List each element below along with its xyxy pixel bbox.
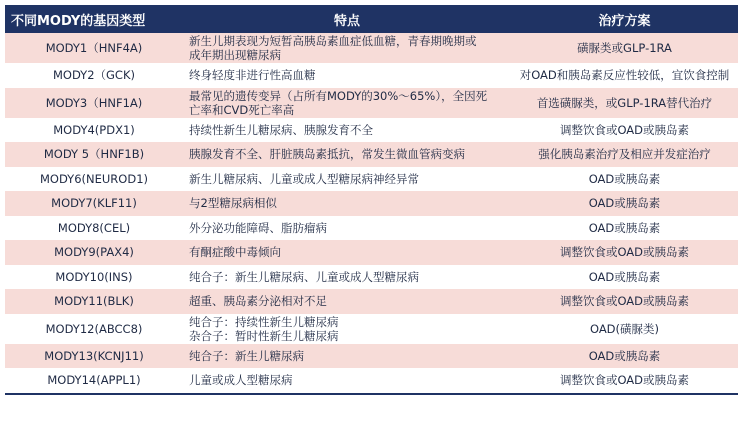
table-row: [5, 368, 738, 393]
feature-line: 纯合子：持续性新生儿糖尿病: [189, 314, 339, 329]
features-cell: [183, 265, 511, 290]
table-row: [5, 88, 738, 118]
feature-line: 最常见的遗传变异（占所有MODY的30%～65%），全因死: [189, 88, 488, 103]
gene-type-cell: MODY7(KLF11): [5, 191, 183, 216]
treatment-cell: 调整饮食或OAD或胰岛素: [511, 368, 738, 393]
table-row: [5, 63, 738, 88]
features-cell: [183, 314, 511, 344]
feature-line: 杂合子：暂时性新生儿糖尿病: [189, 328, 339, 343]
table-row: [5, 344, 738, 369]
feature-line: 纯合子：新生儿糖尿病、儿童或成人型糖尿病: [189, 269, 419, 284]
gene-type-cell: MODY2（GCK): [5, 63, 183, 88]
treatment-cell: 磺脲类或GLP-1RA: [511, 33, 738, 63]
features-cell: [183, 289, 511, 314]
features-cell: [183, 118, 511, 143]
features-cell: [183, 344, 511, 369]
treatment-cell: 强化胰岛素治疗及相应并发症治疗: [511, 142, 738, 167]
gene-type-cell: MODY3（HNF1A): [5, 88, 183, 118]
table-body: [5, 33, 738, 393]
gene-type-cell: MODY8(CEL): [5, 216, 183, 241]
gene-type-cell: MODY13(KCNJ11): [5, 344, 183, 369]
table-row: [5, 33, 738, 63]
table-row: [5, 265, 738, 290]
treatment-cell: OAD或胰岛素: [511, 167, 738, 192]
treatment-cell: 调整饮食或OAD或胰岛素: [511, 118, 738, 143]
header-features: 特点: [183, 5, 511, 33]
treatment-cell: OAD或胰岛素: [511, 191, 738, 216]
gene-type-cell: MODY12(ABCC8): [5, 314, 183, 344]
gene-type-cell: MODY4(PDX1): [5, 118, 183, 143]
table-row: [5, 289, 738, 314]
gene-type-cell: MODY 5（HNF1B): [5, 142, 183, 167]
table-row: [5, 216, 738, 241]
feature-line: 持续性新生儿糖尿病、胰腺发育不全: [189, 122, 373, 137]
feature-line: 新生儿期表现为短暂高胰岛素血症低血糖，青春期晚期或: [189, 34, 477, 48]
treatment-cell: OAD或胰岛素: [511, 216, 738, 241]
gene-type-cell: MODY14(APPL1): [5, 368, 183, 393]
table-row: [5, 191, 738, 216]
gene-type-cell: MODY9(PAX4): [5, 240, 183, 265]
feature-line: 终身轻度非进行性高血糖: [189, 68, 316, 83]
table-row: [5, 314, 738, 344]
features-cell: [183, 33, 511, 63]
treatment-cell: 调整饮食或OAD或胰岛素: [511, 240, 738, 265]
feature-line: 纯合子：新生儿糖尿病: [189, 348, 304, 363]
features-cell: [183, 88, 511, 118]
treatment-cell: 对OAD和胰岛素反应性较低，宜饮食控制: [511, 63, 738, 88]
feature-line: 有酮症酸中毒倾向: [189, 245, 281, 260]
mody-gene-table: [5, 5, 738, 393]
table-row: [5, 240, 738, 265]
gene-type-cell: MODY10(INS): [5, 265, 183, 290]
features-cell: [183, 240, 511, 265]
feature-line: 超重、胰岛素分泌相对不足: [189, 294, 327, 309]
feature-line: 亡率和CVD死亡率高: [189, 102, 295, 117]
table-row: [5, 118, 738, 143]
feature-line: 胰腺发育不全、肝脏胰岛素抵抗，常发生微血管病变病: [189, 147, 465, 162]
feature-line: 外分泌功能障碍、脂肪瘤病: [189, 220, 327, 235]
gene-type-cell: MODY1（HNF4A): [5, 33, 183, 63]
gene-type-cell: MODY6(NEUROD1): [5, 167, 183, 192]
gene-type-cell: MODY11(BLK): [5, 289, 183, 314]
table-header: [5, 5, 738, 33]
treatment-cell: 首选磺脲类，或GLP-1RA替代治疗: [511, 88, 738, 118]
treatment-cell: 调整饮食或OAD或胰岛素: [511, 289, 738, 314]
feature-line: 新生儿糖尿病、儿童或成人型糖尿病神经异常: [189, 171, 419, 186]
features-cell: [183, 63, 511, 88]
features-cell: [183, 142, 511, 167]
treatment-cell: OAD(磺脲类): [511, 314, 738, 344]
table-row: [5, 167, 738, 192]
feature-line: 与2型糖尿病相似: [189, 196, 277, 211]
feature-line: 儿童或成人型糖尿病: [189, 373, 293, 388]
features-cell: [183, 368, 511, 393]
treatment-cell: OAD或胰岛素: [511, 344, 738, 369]
treatment-cell: OAD或胰岛素: [511, 265, 738, 290]
feature-line: 成年期出现糖尿病: [189, 48, 281, 62]
mody-table-container: [5, 5, 738, 395]
features-cell: [183, 191, 511, 216]
features-cell: [183, 216, 511, 241]
header-gene-type: 不同MODY的基因类型: [5, 5, 183, 33]
header-treatment: 治疗方案: [511, 5, 738, 33]
features-cell: [183, 167, 511, 192]
table-row: [5, 142, 738, 167]
table-bottom-rule: [5, 393, 738, 395]
